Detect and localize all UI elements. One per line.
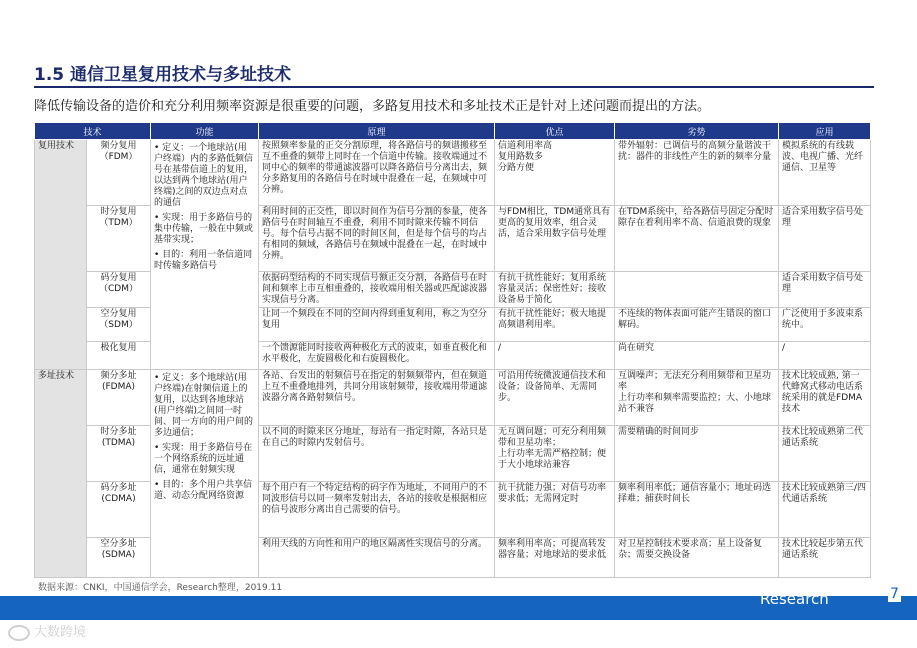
- sub-tech-name: 空分复用（SDM）: [87, 308, 151, 342]
- cons-cell: 尚在研究: [615, 342, 779, 370]
- function-item: • 实现：用于多路信号在一个网络系统的远址通信，通常在射频实现: [154, 443, 253, 475]
- wechat-label: 大数跨境: [34, 625, 87, 640]
- page-subtitle: 降低传输设备的造价和充分利用频率资源是很重要的问题，多路复用技术和多址技术正是针对上述问题而提出的方法。: [34, 99, 711, 114]
- sub-tech-name: 空分多址(SDMA): [87, 538, 151, 578]
- pros-cell: 有抗干扰性能好；极大地提高频谱利用率。: [495, 308, 615, 342]
- title-divider: [34, 86, 874, 88]
- app-cell: 技术比较成熟, 第一代蜂窝式移动电话系统采用的就是FDMA技术: [779, 370, 871, 426]
- principle-cell: 利用天线的方向性和用户的地区隔离性实现信号的分离。: [259, 538, 495, 578]
- sub-tech-name: 码分多址(CDMA): [87, 482, 151, 538]
- table-header-row: [35, 123, 871, 140]
- cons-cell: [615, 272, 779, 308]
- pros-cell: /: [495, 342, 615, 370]
- principle-cell: 依据码型结构的不同实现信号额正交分割，各路信号在时间和频率上市互相重叠的，接收端用相关器或匹配滤波器实现信号分离。: [259, 272, 495, 308]
- function-cell: [151, 140, 259, 370]
- cons-cell: 互调噪声；无法充分利用频带和卫星功率 上行功率和频率需要监控；大、小地球站不兼容: [615, 370, 779, 426]
- cons-cell: 不连续的物体表面可能产生错误的窗口解码。: [615, 308, 779, 342]
- research-logo: Research: [760, 590, 829, 608]
- table-row: [35, 370, 871, 426]
- header-tech: 技术: [35, 123, 151, 140]
- cons-cell: 带外辐射：已调信号的高频分量谐波干扰：器件的非线性产生的新的频率分量: [615, 140, 779, 206]
- pros-cell: 有抗干扰性能好；复用系统容量灵活；保密性好；接收设备易于简化: [495, 272, 615, 308]
- cons-cell: 需要精确的时间同步: [615, 426, 779, 482]
- sub-tech-name: 时分复用（TDM）: [87, 206, 151, 272]
- principle-cell: 以不同的时隙来区分地址，每站有一指定时隙，各站只是在自己的时隙内发射信号。: [259, 426, 495, 482]
- principle-cell: 每个用户有一个特定结构的码字作为地址，不同用户的不同波形信号以同一频率发射出去，各站的接收是根据相应的信号波形分离出自己需要的信号。: [259, 482, 495, 538]
- app-cell: 技术比较成熟第二代通话系统: [779, 426, 871, 482]
- wechat-icon: [8, 625, 30, 641]
- sub-tech-name: 码分复用（CDM）: [87, 272, 151, 308]
- principle-cell: 各站、台发出的射频信号在指定的射频频带内，但在频道上互不重叠地排列，共同分用该射频带，接收端用带通滤波器分离各路射频信号。: [259, 370, 495, 426]
- pros-cell: 频率利用率高；可提高转发器容量；对地球站的要求低: [495, 538, 615, 578]
- header-cons: 劣势: [615, 123, 779, 140]
- app-cell: 模拟系统的有线载波、电视广播、光纤通信、卫星等: [779, 140, 871, 206]
- principle-cell: 让同一个频段在不同的空间内得到重复利用，称之为空分复用: [259, 308, 495, 342]
- app-cell: 适合采用数字信号处理: [779, 206, 871, 272]
- tech-name: 复用技术: [35, 140, 87, 370]
- sub-tech-name: 频分多址(FDMA): [87, 370, 151, 426]
- app-cell: 广泛使用于多波束系统中。: [779, 308, 871, 342]
- app-cell: 技术比较成熟第三/四代通话系统: [779, 482, 871, 538]
- header-principle: 原理: [259, 123, 495, 140]
- wechat-watermark: [8, 621, 86, 641]
- pros-cell: 抗干扰能力强；对信号功率要求低；无需网定时: [495, 482, 615, 538]
- header-function: 功能: [151, 123, 259, 140]
- comparison-table: [34, 122, 871, 578]
- app-cell: /: [779, 342, 871, 370]
- cons-cell: 频率利用率低；通信容量小；地址码选择难；捕获时间长: [615, 482, 779, 538]
- function-item: • 目的：多个用户共享信道、动态分配网络资源: [154, 480, 253, 501]
- cons-cell: 对卫星控制技术要求高；星上设备复杂；需要交换设备: [615, 538, 779, 578]
- function-item: • 定义：一个地球站(用户终端）内的多路低频信号在基带信道上的复用，以达到两个地球站(用户终端)之间的双边点对点的通信: [154, 143, 254, 208]
- app-cell: 适合采用数字信号处理: [779, 272, 871, 308]
- page-number: 7: [890, 586, 899, 602]
- principle-cell: 一个馈源能同时接收两种极化方式的波束，如垂直极化和水平极化，左旋圆极化和右旋圆极化。: [259, 342, 495, 370]
- pros-cell: 可沿用传统微波通信技术和设备；设备简单、无需同步。: [495, 370, 615, 426]
- app-cell: 技术比较起步第五代通话系统: [779, 538, 871, 578]
- data-source: 数据来源：CNKI，中国通信学会，Research整理，2019.11: [38, 583, 283, 593]
- sub-tech-name: 极化复用: [87, 342, 151, 370]
- sub-tech-name: 频分复用（FDM）: [87, 140, 151, 206]
- pros-cell: 无互调问题；可充分利用频带和卫星功率； 上行功率无需严格控制；便于大小地球站兼容: [495, 426, 615, 482]
- tech-name: 多址技术: [35, 370, 87, 578]
- function-item: • 实现：用于多路信号的集中传输，一般在中频或基带实现；: [154, 213, 254, 245]
- pros-cell: 与FDM相比，TDM通常具有更高的复用效率，组合灵活，适合采用数字信号处理: [495, 206, 615, 272]
- principle-cell: 利用时间的正交性，即以时间作为信号分割的参量，使各路信号在时间轴互不重叠，利用不同时隙来传输不同信号。每个信号占据不同的时间区间，但是每个信号的均占有相同的频域，各路信号在频域中混叠在一起，在时域中分辨。: [259, 206, 495, 272]
- sub-tech-name: 时分多址(TDMA): [87, 426, 151, 482]
- table-row: [35, 140, 871, 206]
- page-title: 1.5 通信卫星复用技术与多址技术: [34, 65, 292, 85]
- function-item: • 定义：多个地球站(用户终端)在射频信道上的复用，以达到各地球站(用户终端)之间同一时间、同一方向的用户间的多边通信；: [154, 373, 254, 438]
- principle-cell: 按照频率参量的正交分割原理，将各路信号的频谱搬移至互不重叠的频带上同时在一个信道中传输。接收端通过不同中心的频率的带通滤波器可以降各路信号分离出去，频分多路复用的各路信号在时域中混叠在一起，在频域中可分辨。: [259, 140, 495, 206]
- pros-cell: 信道利用率高 复用路数多 分路方便: [495, 140, 615, 206]
- function-cell: [151, 370, 259, 578]
- function-item: • 目的：利用一条信道同时传输多路信号: [154, 250, 253, 271]
- header-app: 应用: [779, 123, 871, 140]
- cons-cell: 在TDM系统中，给各路信号固定分配时隙存在着利用率不高、信道浪费的现象: [615, 206, 779, 272]
- header-pros: 优点: [495, 123, 615, 140]
